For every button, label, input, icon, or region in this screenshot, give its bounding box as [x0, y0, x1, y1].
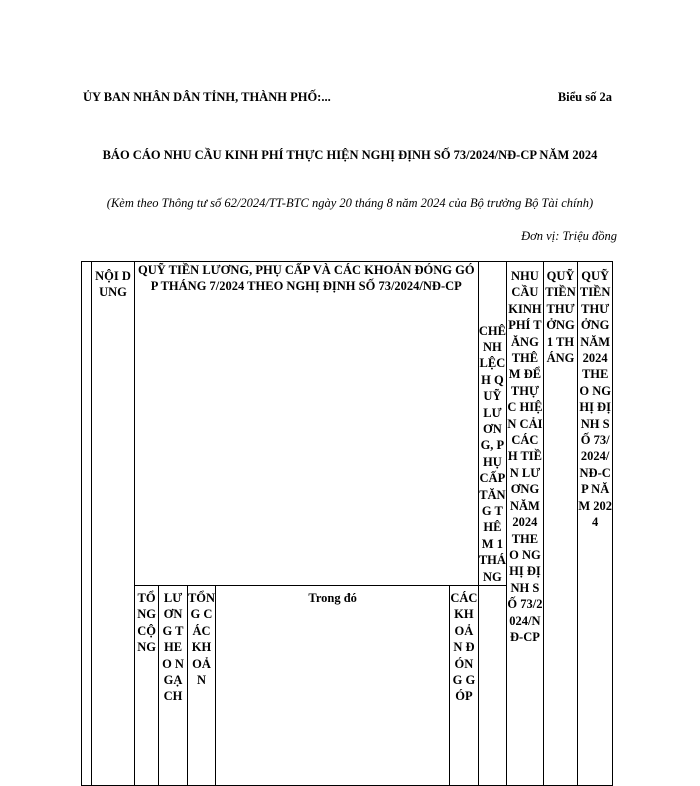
tong-cong-header: TỔNG CỘNG [134, 586, 158, 786]
chenh-lech-sub-cell [478, 586, 506, 786]
quy-thuong-nam-header: QUỸ TIỀN THƯỞNG NĂM 2024 THEO NGHỊ ĐỊNH SỐ 73/2024/NĐ-CP NĂM 2024 [578, 262, 613, 786]
tong-cac-khoan-header: TỔNG CÁC KHOẢN [187, 586, 215, 786]
budget-table [81, 261, 613, 786]
cac-khoan-dong-gop-header: CÁC KHOẢN ĐÓNG GÓP [450, 586, 479, 786]
chenh-lech-header: CHÊNH LỆCH QUỸ LƯƠNG, PHỤ CẤP TĂNG THÊM 1 THÁNG [478, 262, 506, 586]
quy-tien-luong-header: QUỸ TIỀN LƯƠNG, PHỤ CẤP VÀ CÁC KHOẢN ĐÓNG GÓP THÁNG 7/2024 THEO NGHỊ ĐỊNH SỐ 73/2024/NĐ-CP [134, 262, 478, 586]
unit-label: Đơn vị: Triệu đồng [521, 229, 617, 243]
luong-theo-ngach-header: LƯƠNG THEO NGẠCH [159, 586, 187, 786]
report-title: BÁO CÁO NHU CẦU KINH PHÍ THỰC HIỆN NGHỊ ĐỊNH SỐ 73/2024/NĐ-CP NĂM 2024 [102, 148, 598, 162]
trong-do-header: Trong đó [216, 586, 450, 786]
noi-dung-header: NỘI DUNG [92, 262, 135, 786]
legal-basis-note: (Kèm theo Thông tư số 62/2024/TT-BTC ngày 20 tháng 8 năm 2024 của Bộ trưởng Bộ Tài chính) [106, 196, 594, 210]
header-row-main [82, 262, 613, 586]
form-number: Biểu số 2a [557, 90, 612, 104]
agency-header: ỦY BAN NHÂN DÂN TỈNH, THÀNH PHỐ:... [83, 90, 331, 104]
nhu-cau-kinh-phi-header: NHU CẦU KINH PHÍ TĂNG THÊM ĐỂ THỰC HIỆN CẢI CÁCH TIỀN LƯƠNG NĂM 2024 THEO NGHỊ ĐỊNH SỐ 73/2024/NĐ-CP [507, 262, 544, 786]
stt-column-header [82, 262, 92, 786]
quy-thuong-1-thang-header: QUỸ TIỀN THƯỞNG 1 THÁNG [543, 262, 578, 786]
